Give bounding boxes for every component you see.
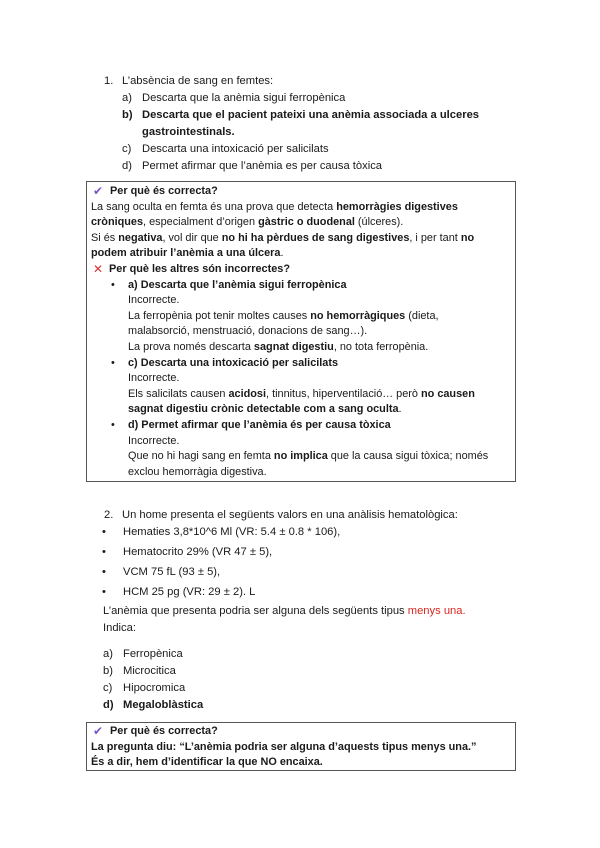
- bullet-dot: •: [111, 418, 115, 431]
- list-item: • c) Descarta una intoxicació per salicilats Incorrecte. Els salicilats causen acidosi, tinnitus, hiperventilació… però no causen sagnat digestiu crònic detectable com a sang oculta.: [111, 356, 475, 416]
- option-text-cont: gastrointestinals.: [142, 126, 235, 138]
- incorrect-list: [91, 278, 511, 481]
- correct-title: Per què és correcta?: [110, 725, 218, 737]
- option-text: Descarta una intoxicació per salicilats: [142, 143, 329, 155]
- bullet-dot: •: [111, 278, 115, 291]
- correct-header: [91, 724, 511, 740]
- bullet-dot: •: [102, 566, 106, 578]
- option-letter: c): [122, 143, 132, 155]
- red-emphasis: menys una.: [407, 605, 466, 617]
- incorrect-header: [91, 262, 511, 278]
- list-item: • Hematocrito 29% (VR 47 ± 5),: [99, 544, 519, 561]
- question-text: Un home presenta el següents valors en una anàlisis hematològica:: [122, 509, 458, 521]
- option-c[interactable]: [122, 141, 524, 158]
- question-number: 1.: [104, 75, 114, 87]
- option-text: Descarta que la anèmia sigui ferropènica: [142, 92, 346, 104]
- option-b[interactable]: b) Microcitica: [103, 665, 176, 677]
- question-text: L’absència de sang en femtes:: [122, 75, 274, 87]
- bullet-dot: •: [102, 546, 106, 558]
- option-letter: b): [122, 109, 133, 121]
- explanation-paragraph-1: La sang oculta en femta és una prova que detecta hemorràgies digestives cròniques, especialment d’origen gàstric o duodenal (úlceres).: [91, 200, 458, 229]
- explanation-line: És a dir, hem d’identificar la que NO encaixa.: [91, 756, 323, 769]
- list-item: • a) Descarta que l’anèmia sigui ferropènica Incorrecte. La ferropènia pot tenir moltes causes no hemorràgiques (dieta, malabsorció, menstruació, donacions de sang…). La prova només descarta sagnat digestiu, no tota ferropènia.: [111, 278, 439, 353]
- incorrect-title: Per què les altres són incorrectes?: [109, 262, 290, 275]
- option-d[interactable]: [122, 158, 524, 175]
- list-item: • VCM 75 fL (93 ± 5),: [99, 564, 519, 581]
- option-a[interactable]: a) Ferropènica: [103, 648, 183, 660]
- explanation-box-1: [86, 181, 516, 482]
- bullet-dot: •: [102, 526, 106, 538]
- cross-icon: ✕: [92, 261, 104, 276]
- list-item: • d) Permet afirmar que l’anèmia és per causa tòxica Incorrecte. Que no hi hagi sang en femta no implica que la causa sigui tòxica; només exclou hemorràgia digestiva.: [111, 418, 489, 478]
- bullet-dot: •: [102, 586, 106, 598]
- option-text: Descarta que el pacient pateixi una anèmia associada a ulceres: [142, 109, 480, 121]
- explanation-paragraph-2: Si és negativa, vol dir que no hi ha pèrdues de sang digestives, i per tant no podem atribuir l’anèmia a una úlcera.: [91, 231, 475, 260]
- correct-header: [91, 184, 511, 200]
- question-2: [104, 507, 534, 524]
- question-number: 2.: [104, 509, 114, 521]
- list-item: • Hematies 3,8*10^6 Ml (VR: 5.4 ± 0.8 * 106),: [99, 524, 519, 541]
- option-a[interactable]: [122, 90, 524, 107]
- option-c[interactable]: c) Hipocromica: [103, 682, 186, 694]
- explanation-line: La pregunta diu: “L’anèmia podria ser alguna d’aquests tipus menys una.”: [91, 740, 477, 753]
- explanation-box-2: [86, 722, 516, 771]
- option-letter: a): [122, 92, 132, 104]
- option-d[interactable]: d) Megaloblàstica: [103, 699, 204, 711]
- options-2: [103, 646, 403, 714]
- correct-title: Per què és correcta?: [110, 185, 218, 197]
- question-1: [104, 73, 524, 175]
- bullet-dot: •: [111, 356, 115, 369]
- check-icon: ✔: [92, 184, 104, 198]
- question-prompt: L’anèmia que presenta podria ser alguna dels següents tipus menys una. Indica:: [103, 605, 466, 634]
- lab-values: [99, 524, 519, 601]
- list-item: • HCM 25 pg (VR: 29 ± 2). L: [99, 584, 519, 601]
- option-b[interactable]: [122, 107, 524, 141]
- check-icon: ✔: [92, 724, 104, 738]
- option-text: Permet afirmar que l’anèmia es per causa tòxica: [142, 160, 383, 172]
- option-letter: d): [122, 160, 132, 172]
